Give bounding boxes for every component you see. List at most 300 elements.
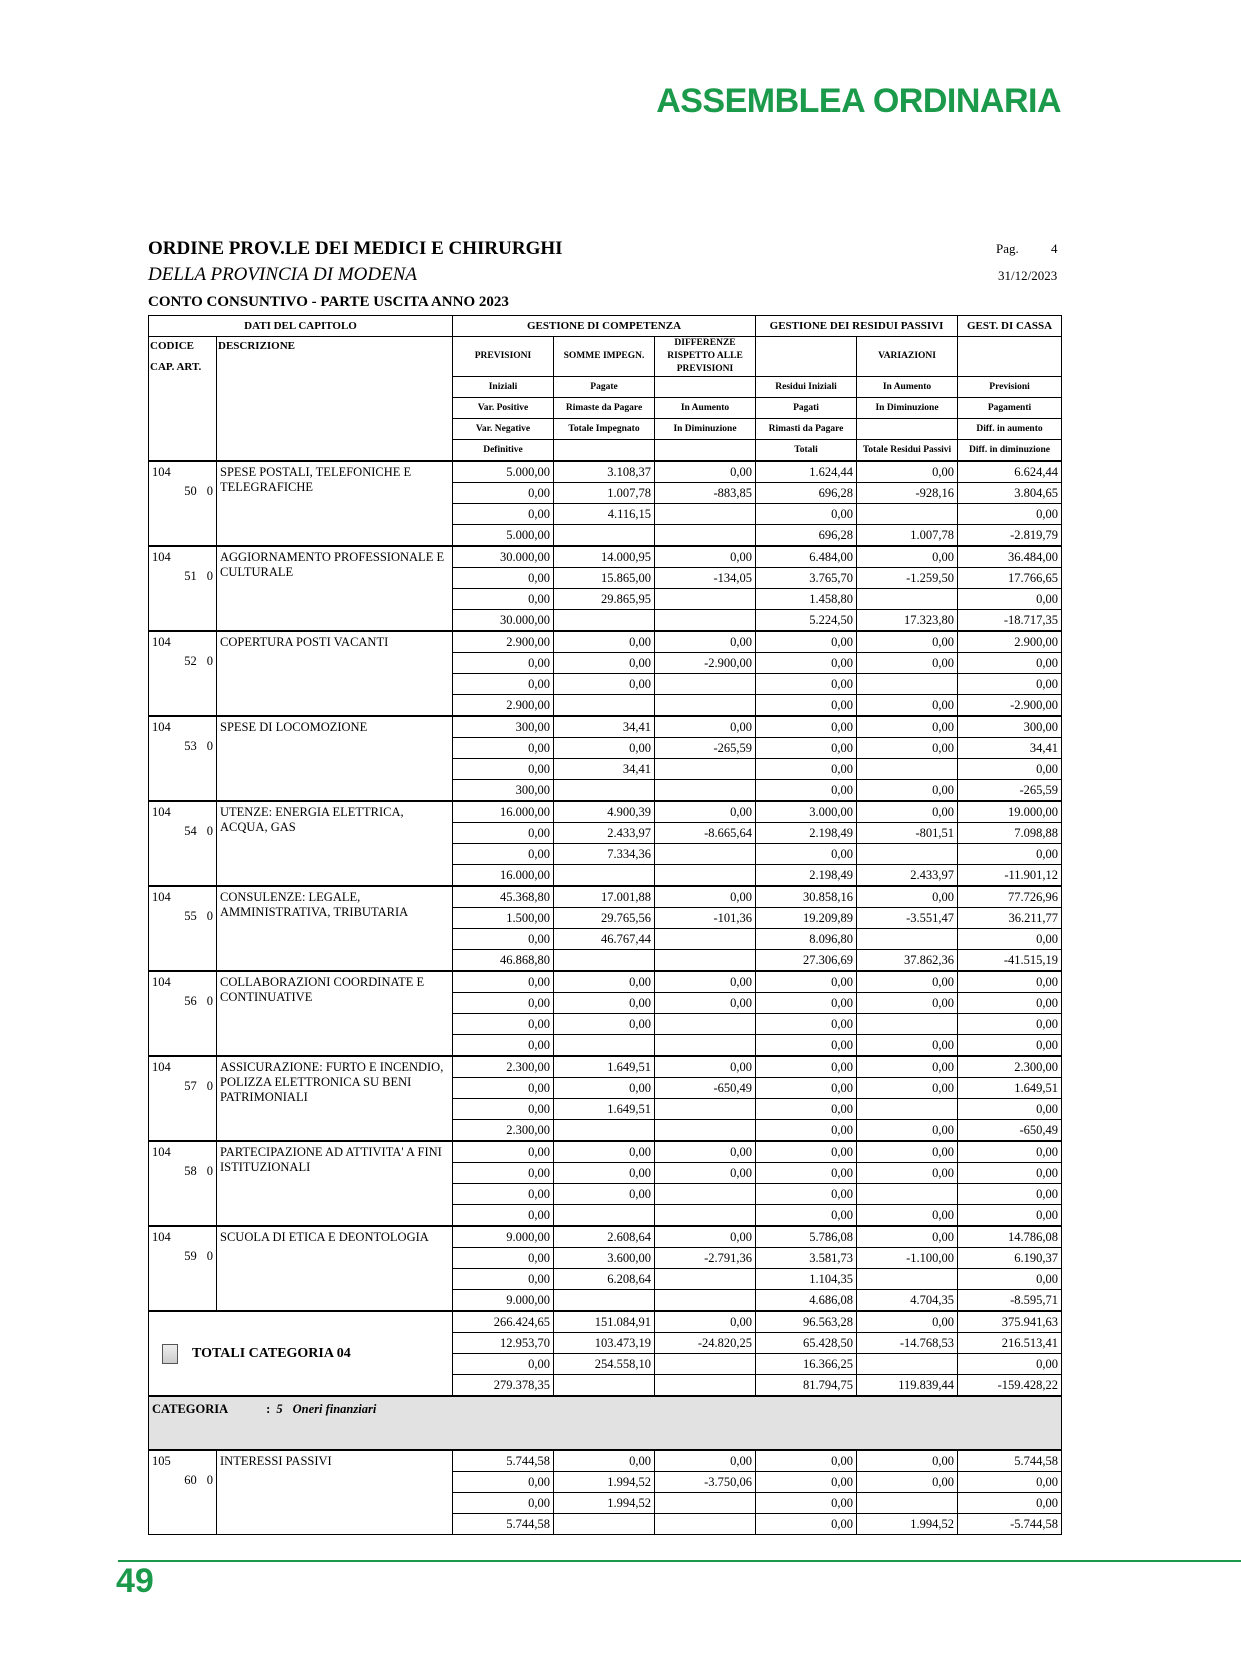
table-cell: 0,00 <box>756 1472 857 1493</box>
table-cell: 6.190,37 <box>958 1248 1062 1269</box>
category-code: 105 <box>152 1454 171 1468</box>
table-cell: 0,00 <box>958 589 1062 610</box>
table-cell: 0,00 <box>756 1035 857 1057</box>
category-name: Oneri finanziari <box>292 1402 377 1416</box>
chapter-code <box>149 1226 217 1311</box>
table-row <box>149 631 1062 653</box>
budget-table <box>148 315 1061 1535</box>
table-cell: 1.994,52 <box>554 1472 655 1493</box>
chapter-description: INTERESSI PASSIVI <box>217 1450 453 1535</box>
column-header-c1: Iniziali <box>453 377 554 398</box>
table-cell: 4.686,08 <box>756 1290 857 1312</box>
table-cell: 19.000,00 <box>958 801 1062 823</box>
table-row <box>149 801 1062 823</box>
table-cell: 0,00 <box>655 801 756 823</box>
table-cell: 0,00 <box>857 1056 958 1078</box>
organization-name: ORDINE PROV.LE DEI MEDICI E CHIRURGHI <box>148 238 563 259</box>
table-cell: 0,00 <box>554 1450 655 1472</box>
column-header-c2 <box>554 440 655 462</box>
table-cell: 0,00 <box>554 993 655 1014</box>
table-cell: 0,00 <box>756 695 857 717</box>
table-cell: 45.368,80 <box>453 886 554 908</box>
category-cell <box>149 1396 1062 1450</box>
table-cell: 0,00 <box>958 1141 1062 1163</box>
table-cell: 1.104,35 <box>756 1269 857 1290</box>
table-cell: 5.744,58 <box>453 1450 554 1472</box>
chapter-description: COLLABORAZIONI COORDINATE E CONTINUATIVE <box>217 971 453 1056</box>
chapter-cap: 57 <box>184 1079 197 1093</box>
totals-label <box>152 1344 449 1364</box>
column-header-c2: Totale Impegnato <box>554 419 655 440</box>
cap-art-label: CAP. ART. <box>150 361 202 373</box>
descrizione-header: DESCRIZIONE <box>217 337 453 462</box>
totals-cell <box>554 1375 655 1397</box>
chapter-cap: 51 <box>184 569 197 583</box>
table-cell: 4.704,35 <box>857 1290 958 1312</box>
table-cell <box>655 1514 756 1535</box>
column-header-c5: In Diminuzione <box>857 398 958 419</box>
table-cell: 0,00 <box>554 1163 655 1184</box>
column-header-c4 <box>756 337 857 377</box>
table-cell: 1.649,51 <box>554 1099 655 1120</box>
table-row <box>149 1141 1062 1163</box>
chapter-art: 0 <box>206 1473 213 1487</box>
table-cell: 9.000,00 <box>453 1290 554 1312</box>
table-cell: 1.649,51 <box>554 1056 655 1078</box>
table-cell: 4.900,39 <box>554 801 655 823</box>
table-cell: -2.900,00 <box>958 695 1062 717</box>
table-cell: 0,00 <box>958 971 1062 993</box>
table-cell: 0,00 <box>756 1450 857 1472</box>
table-cell: 0,00 <box>756 716 857 738</box>
chapter-description: COPERTURA POSTI VACANTI <box>217 631 453 716</box>
chapter-cap: 54 <box>184 824 197 838</box>
page-number-report: 4 <box>1051 241 1058 256</box>
table-cell: 14.000,95 <box>554 546 655 568</box>
table-cell: -41.515,19 <box>958 950 1062 972</box>
table-cell <box>655 589 756 610</box>
chapter-art: 0 <box>206 1249 213 1263</box>
table-cell: 3.000,00 <box>756 801 857 823</box>
table-cell: 0,00 <box>756 844 857 865</box>
table-cell <box>655 844 756 865</box>
table-cell: 1.624,44 <box>756 461 857 483</box>
table-cell: 0,00 <box>958 674 1062 695</box>
column-header-c4: Pagati <box>756 398 857 419</box>
chapter-art: 0 <box>206 824 213 838</box>
table-cell <box>655 674 756 695</box>
table-cell: 0,00 <box>958 653 1062 674</box>
table-cell: 0,00 <box>453 1269 554 1290</box>
table-cell <box>554 695 655 717</box>
chapter-cap-art <box>152 904 213 923</box>
chapter-art: 0 <box>206 1164 213 1178</box>
table-cell: -8.595,71 <box>958 1290 1062 1312</box>
table-cell: 0,00 <box>756 631 857 653</box>
table-cell: 0,00 <box>857 993 958 1014</box>
chapter-cap: 55 <box>184 909 197 923</box>
chapter-description: SPESE POSTALI, TELEFONICHE E TELEGRAFICHE <box>217 461 453 546</box>
table-cell: 2.900,00 <box>453 695 554 717</box>
table-cell: 0,00 <box>958 1099 1062 1120</box>
table-cell: 0,00 <box>453 1205 554 1227</box>
table-cell: 0,00 <box>453 504 554 525</box>
totals-cell: 0,00 <box>453 1354 554 1375</box>
table-cell: 0,00 <box>857 801 958 823</box>
chapter-description: AGGIORNAMENTO PROFESSIONALE E CULTURALE <box>217 546 453 631</box>
table-cell: -928,16 <box>857 483 958 504</box>
table-cell <box>655 610 756 632</box>
chapter-cap-art <box>152 564 213 583</box>
table-cell: 37.862,36 <box>857 950 958 972</box>
group-gestione-residui: GESTIONE DEI RESIDUI PASSIVI <box>756 316 958 337</box>
table-cell: 17.001,88 <box>554 886 655 908</box>
chapter-art: 0 <box>206 484 213 498</box>
table-cell: 0,00 <box>857 886 958 908</box>
totals-cell: 254.558,10 <box>554 1354 655 1375</box>
table-cell: -8.665,64 <box>655 823 756 844</box>
table-cell: -2.819,79 <box>958 525 1062 547</box>
chapter-cap-art <box>152 989 213 1008</box>
totals-cell: -159.428,22 <box>958 1375 1062 1397</box>
chapter-art: 0 <box>206 909 213 923</box>
category-code: 104 <box>152 1145 171 1159</box>
chapter-cap: 50 <box>184 484 197 498</box>
table-cell: 3.108,37 <box>554 461 655 483</box>
column-header-c2: Rimaste da Pagare <box>554 398 655 419</box>
chapter-art: 0 <box>206 1079 213 1093</box>
table-cell: 0,00 <box>756 504 857 525</box>
table-cell: 34,41 <box>554 759 655 780</box>
table-cell: 0,00 <box>958 844 1062 865</box>
table-cell <box>554 865 655 887</box>
table-cell: 0,00 <box>453 971 554 993</box>
table-cell: 0,00 <box>756 738 857 759</box>
table-cell: -5.744,58 <box>958 1514 1062 1535</box>
chapter-art: 0 <box>206 994 213 1008</box>
table-cell: 0,00 <box>756 1163 857 1184</box>
table-cell: 16.000,00 <box>453 865 554 887</box>
report-date: 31/12/2023 <box>998 268 1058 283</box>
table-cell: 0,00 <box>453 1078 554 1099</box>
table-cell: 0,00 <box>857 631 958 653</box>
category-code: 104 <box>152 805 171 819</box>
table-cell: 3.581,73 <box>756 1248 857 1269</box>
table-cell: 0,00 <box>453 759 554 780</box>
chapter-cap: 52 <box>184 654 197 668</box>
column-header-c3: DIFFERENZE RISPETTO ALLE PREVISIONI <box>655 337 756 377</box>
table-cell: 0,00 <box>554 1014 655 1035</box>
table-row <box>149 1450 1062 1472</box>
table-cell: 0,00 <box>453 1163 554 1184</box>
table-cell: 4.116,15 <box>554 504 655 525</box>
table-cell <box>655 1035 756 1057</box>
table-cell: 34,41 <box>554 716 655 738</box>
table-cell: 15.865,00 <box>554 568 655 589</box>
chapter-cap: 58 <box>184 1164 197 1178</box>
table-cell: 0,00 <box>655 1450 756 1472</box>
table-cell: 19.209,89 <box>756 908 857 929</box>
table-cell: 29.765,56 <box>554 908 655 929</box>
chapter-code <box>149 1141 217 1226</box>
table-cell: 0,00 <box>453 738 554 759</box>
totals-cell: 279.378,35 <box>453 1375 554 1397</box>
footer-page-number: 49 <box>116 1562 154 1600</box>
table-cell <box>655 1290 756 1312</box>
table-cell: 300,00 <box>453 716 554 738</box>
table-cell: 0,00 <box>756 1184 857 1205</box>
table-cell: 30.000,00 <box>453 610 554 632</box>
table-cell: 0,00 <box>756 1056 857 1078</box>
column-header-c4: Totali <box>756 440 857 462</box>
table-cell: 0,00 <box>958 504 1062 525</box>
table-cell: -2.900,00 <box>655 653 756 674</box>
table-cell: 5.224,50 <box>756 610 857 632</box>
table-cell <box>655 865 756 887</box>
table-cell: 0,00 <box>756 674 857 695</box>
table-cell <box>655 929 756 950</box>
column-header-c6: Previsioni <box>958 377 1062 398</box>
table-cell <box>554 610 655 632</box>
column-header-c5: VARIAZIONI <box>857 337 958 377</box>
table-cell: 2.900,00 <box>958 631 1062 653</box>
codice-label: CODICE <box>150 340 195 352</box>
chapter-art: 0 <box>206 739 213 753</box>
totals-cell <box>655 1354 756 1375</box>
table-cell: -650,49 <box>958 1120 1062 1142</box>
table-cell: 0,00 <box>756 653 857 674</box>
column-header-c4: Rimasti da Pagare <box>756 419 857 440</box>
table-cell: 0,00 <box>857 653 958 674</box>
table-cell: 6.624,44 <box>958 461 1062 483</box>
table-cell: 0,00 <box>453 674 554 695</box>
table-cell: 300,00 <box>958 716 1062 738</box>
column-header-c5: In Aumento <box>857 377 958 398</box>
group-gestione-cassa: GEST. DI CASSA <box>958 316 1062 337</box>
totals-cell: 266.424,65 <box>453 1311 554 1333</box>
table-cell: 2.198,49 <box>756 823 857 844</box>
chapter-description: CONSULENZE: LEGALE, AMMINISTRATIVA, TRIBUTARIA <box>217 886 453 971</box>
table-cell: -801,51 <box>857 823 958 844</box>
totals-cell <box>857 1354 958 1375</box>
table-cell: -134,05 <box>655 568 756 589</box>
totals-cell: 151.084,91 <box>554 1311 655 1333</box>
totals-cell: 375.941,63 <box>958 1311 1062 1333</box>
category-code: 104 <box>152 465 171 479</box>
totals-cell: 0,00 <box>655 1311 756 1333</box>
group-gestione-competenza: GESTIONE DI COMPETENZA <box>453 316 756 337</box>
table-cell: 5.000,00 <box>453 461 554 483</box>
table-cell <box>554 1514 655 1535</box>
chapter-cap-art <box>152 819 213 838</box>
chapter-cap-art <box>152 1468 213 1487</box>
table-cell <box>857 1269 958 1290</box>
chapter-description: UTENZE: ENERGIA ELETTRICA, ACQUA, GAS <box>217 801 453 886</box>
totals-cell: 0,00 <box>857 1311 958 1333</box>
footer-rule <box>118 1560 1241 1562</box>
table-row <box>149 716 1062 738</box>
table-cell: 0,00 <box>554 1078 655 1099</box>
table-cell: -1.100,00 <box>857 1248 958 1269</box>
chapter-code <box>149 1450 217 1535</box>
table-cell: 1.649,51 <box>958 1078 1062 1099</box>
category-code: 104 <box>152 550 171 564</box>
group-dati-capitolo: DATI DEL CAPITOLO <box>149 316 453 337</box>
codice-header <box>149 337 217 462</box>
table-cell: 3.600,00 <box>554 1248 655 1269</box>
table-cell: -265,59 <box>655 738 756 759</box>
table-cell: 1.500,00 <box>453 908 554 929</box>
table-cell: 0,00 <box>453 1035 554 1057</box>
chapter-cap-art <box>152 649 213 668</box>
chapter-code <box>149 631 217 716</box>
table-cell: 0,00 <box>857 780 958 802</box>
table-cell: 0,00 <box>958 1035 1062 1057</box>
column-header-c1: Var. Positive <box>453 398 554 419</box>
table-cell: 77.726,96 <box>958 886 1062 908</box>
table-cell: -2.791,36 <box>655 1248 756 1269</box>
table-cell: 0,00 <box>857 1141 958 1163</box>
totals-cell: 16.366,25 <box>756 1354 857 1375</box>
table-cell: 0,00 <box>453 1184 554 1205</box>
table-cell <box>554 1035 655 1057</box>
table-cell <box>655 504 756 525</box>
table-cell <box>857 674 958 695</box>
table-cell <box>655 1099 756 1120</box>
totals-cell <box>655 1375 756 1397</box>
table-cell: 8.096,80 <box>756 929 857 950</box>
table-cell: 2.433,97 <box>554 823 655 844</box>
column-header-c6: Diff. in diminuzione <box>958 440 1062 462</box>
table-cell: 0,00 <box>655 993 756 1014</box>
totals-cell: 12.953,70 <box>453 1333 554 1354</box>
category-code: 104 <box>152 1230 171 1244</box>
table-cell: 0,00 <box>655 971 756 993</box>
category-row <box>149 1396 1062 1450</box>
table-cell: 2.300,00 <box>453 1056 554 1078</box>
table-cell: 5.744,58 <box>453 1514 554 1535</box>
table-cell: 0,00 <box>958 993 1062 1014</box>
table-cell: 0,00 <box>857 461 958 483</box>
table-cell: 300,00 <box>453 780 554 802</box>
table-cell: 1.994,52 <box>857 1514 958 1535</box>
table-cell: 0,00 <box>756 1141 857 1163</box>
chapter-description: PARTECIPAZIONE AD ATTIVITA' A FINI ISTITUZIONALI <box>217 1141 453 1226</box>
table-cell: 0,00 <box>857 1226 958 1248</box>
chapter-code <box>149 886 217 971</box>
table-cell: 0,00 <box>756 993 857 1014</box>
table-row <box>149 1226 1062 1248</box>
chapter-cap-art <box>152 479 213 498</box>
chapter-cap-art <box>152 1244 213 1263</box>
table-cell: 0,00 <box>756 1099 857 1120</box>
chapter-cap-art <box>152 1074 213 1093</box>
table-cell <box>655 1184 756 1205</box>
table-cell: 0,00 <box>958 1163 1062 1184</box>
column-header-c6: Diff. in aumento <box>958 419 1062 440</box>
table-cell <box>857 504 958 525</box>
table-cell: 0,00 <box>453 653 554 674</box>
category-code: 104 <box>152 635 171 649</box>
page-label: Pag. <box>996 241 1019 256</box>
organization-province: DELLA PROVINCIA DI MODENA <box>148 264 417 285</box>
column-header-c5: Totale Residui Passivi <box>857 440 958 462</box>
table-cell: 0,00 <box>453 1493 554 1514</box>
column-header-c1: Var. Negative <box>453 419 554 440</box>
table-cell <box>554 1120 655 1142</box>
category-label: CATEGORIA <box>152 1402 229 1416</box>
table-cell: 0,00 <box>453 568 554 589</box>
table-cell: 14.786,08 <box>958 1226 1062 1248</box>
table-cell: 0,00 <box>655 1141 756 1163</box>
table-cell: 0,00 <box>857 695 958 717</box>
totals-label-cell <box>149 1311 453 1396</box>
table-cell: 0,00 <box>453 844 554 865</box>
totals-cell: 0,00 <box>958 1354 1062 1375</box>
table-cell: 1.007,78 <box>857 525 958 547</box>
chapter-code <box>149 546 217 631</box>
category-code: 104 <box>152 720 171 734</box>
table-cell: 0,00 <box>453 823 554 844</box>
table-cell: 6.208,64 <box>554 1269 655 1290</box>
table-cell: 5.000,00 <box>453 525 554 547</box>
table-cell: -101,36 <box>655 908 756 929</box>
table-cell: 0,00 <box>756 780 857 802</box>
chapter-code <box>149 716 217 801</box>
table-cell: 0,00 <box>756 1493 857 1514</box>
column-header-c4: Residui Iniziali <box>756 377 857 398</box>
table-cell: -3.750,06 <box>655 1472 756 1493</box>
table-cell <box>554 525 655 547</box>
table-row <box>149 886 1062 908</box>
table-cell: 0,00 <box>655 1163 756 1184</box>
table-cell: 0,00 <box>958 929 1062 950</box>
table-cell: 0,00 <box>554 1184 655 1205</box>
table-cell: 0,00 <box>857 1472 958 1493</box>
table-cell: 0,00 <box>756 1514 857 1535</box>
table-cell: 0,00 <box>857 971 958 993</box>
table-cell <box>554 1205 655 1227</box>
table-cell: 0,00 <box>958 1472 1062 1493</box>
chapter-cap: 53 <box>184 739 197 753</box>
report-title: CONTO CONSUNTIVO - PARTE USCITA ANNO 2023 <box>148 294 509 310</box>
column-header-c2: SOMME IMPEGN. <box>554 337 655 377</box>
table-cell: 30.858,16 <box>756 886 857 908</box>
table-cell: 0,00 <box>756 1078 857 1099</box>
table-cell: 0,00 <box>655 631 756 653</box>
chapter-description: ASSICURAZIONE: FURTO E INCENDIO, POLIZZA ELETTRONICA SU BENI PATRIMONIALI <box>217 1056 453 1141</box>
table-cell <box>655 525 756 547</box>
chapter-code <box>149 971 217 1056</box>
table-cell <box>857 929 958 950</box>
table-cell: 0,00 <box>655 716 756 738</box>
table-cell: 5.786,08 <box>756 1226 857 1248</box>
chapter-cap: 60 <box>184 1473 197 1487</box>
table-cell: -1.259,50 <box>857 568 958 589</box>
table-cell <box>655 780 756 802</box>
table-cell: 2.608,64 <box>554 1226 655 1248</box>
table-cell <box>655 1269 756 1290</box>
table-cell: 7.098,88 <box>958 823 1062 844</box>
table-cell: 0,00 <box>958 1205 1062 1227</box>
table-cell: 0,00 <box>756 971 857 993</box>
totals-cell: 119.839,44 <box>857 1375 958 1397</box>
totals-row <box>149 1311 1062 1333</box>
chapter-cap-art <box>152 734 213 753</box>
totals-label-text: TOTALI CATEGORIA 04 <box>192 1346 351 1361</box>
table-cell: 0,00 <box>554 653 655 674</box>
table-row <box>149 971 1062 993</box>
